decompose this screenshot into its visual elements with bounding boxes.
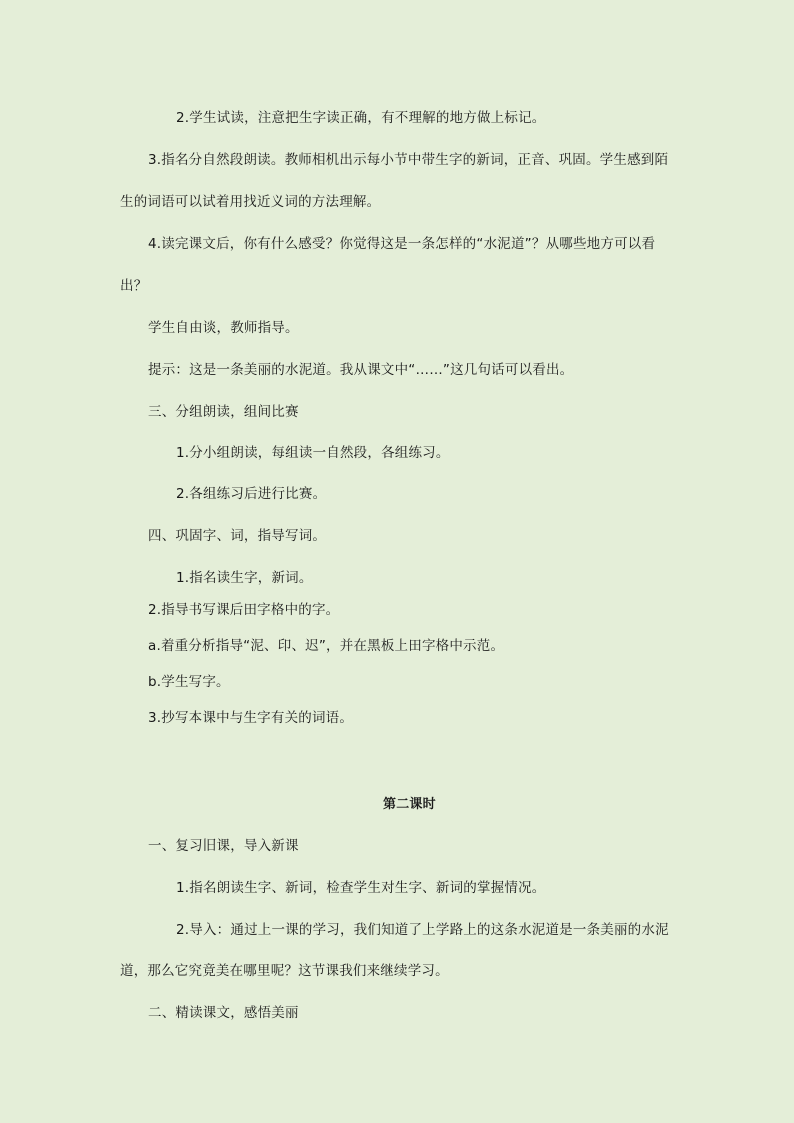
text-line: 出？ xyxy=(120,278,148,294)
text-line: 2.导入：通过上一课的学习，我们知道了上学路上的这条水泥道是一条美丽的水泥 xyxy=(176,922,669,938)
text-line: 1.指名朗读生字、新词，检查学生对生字、新词的掌握情况。 xyxy=(176,880,546,896)
lesson-title: 第二课时 xyxy=(383,797,436,812)
text-line: b.学生写字。 xyxy=(148,674,230,690)
text-line: 2.学生试读，注意把生字读正确，有不理解的地方做上标记。 xyxy=(176,110,546,126)
text-line: 3.抄写本课中与生字有关的词语。 xyxy=(148,710,354,726)
section-heading: 一、复习旧课，导入新课 xyxy=(148,838,299,854)
text-line: 2.各组练习后进行比赛。 xyxy=(176,486,327,502)
section-heading: 四、巩固字、词，指导写词。 xyxy=(148,528,327,544)
text-line: 学生自由谈，教师指导。 xyxy=(148,320,299,336)
text-line: 1.指名读生字，新词。 xyxy=(176,570,313,586)
text-line: 道，那么它究竟美在哪里呢？这节课我们来继续学习。 xyxy=(120,963,449,979)
section-heading: 三、分组朗读，组间比赛 xyxy=(148,404,299,420)
text-line: 1.分小组朗读，每组读一自然段，各组练习。 xyxy=(176,445,450,461)
section-heading: 二、精读课文，感悟美丽 xyxy=(148,1005,299,1021)
text-line: 提示：这是一条美丽的水泥道。我从课文中“……”这几句话可以看出。 xyxy=(148,362,574,378)
text-line: a.着重分析指导“泥、印、迟”，并在黑板上田字格中示范。 xyxy=(148,638,505,654)
text-line: 2.指导书写课后田字格中的字。 xyxy=(148,602,340,618)
text-line: 3.指名分自然段朗读。教师相机出示每小节中带生字的新词，正音、巩固。学生感到陌 xyxy=(148,152,669,168)
text-line: 4.读完课文后，你有什么感受？你觉得这是一条怎样的“水泥道”？从哪些地方可以看 xyxy=(148,236,656,252)
text-line: 生的词语可以试着用找近义词的方法理解。 xyxy=(120,194,381,210)
